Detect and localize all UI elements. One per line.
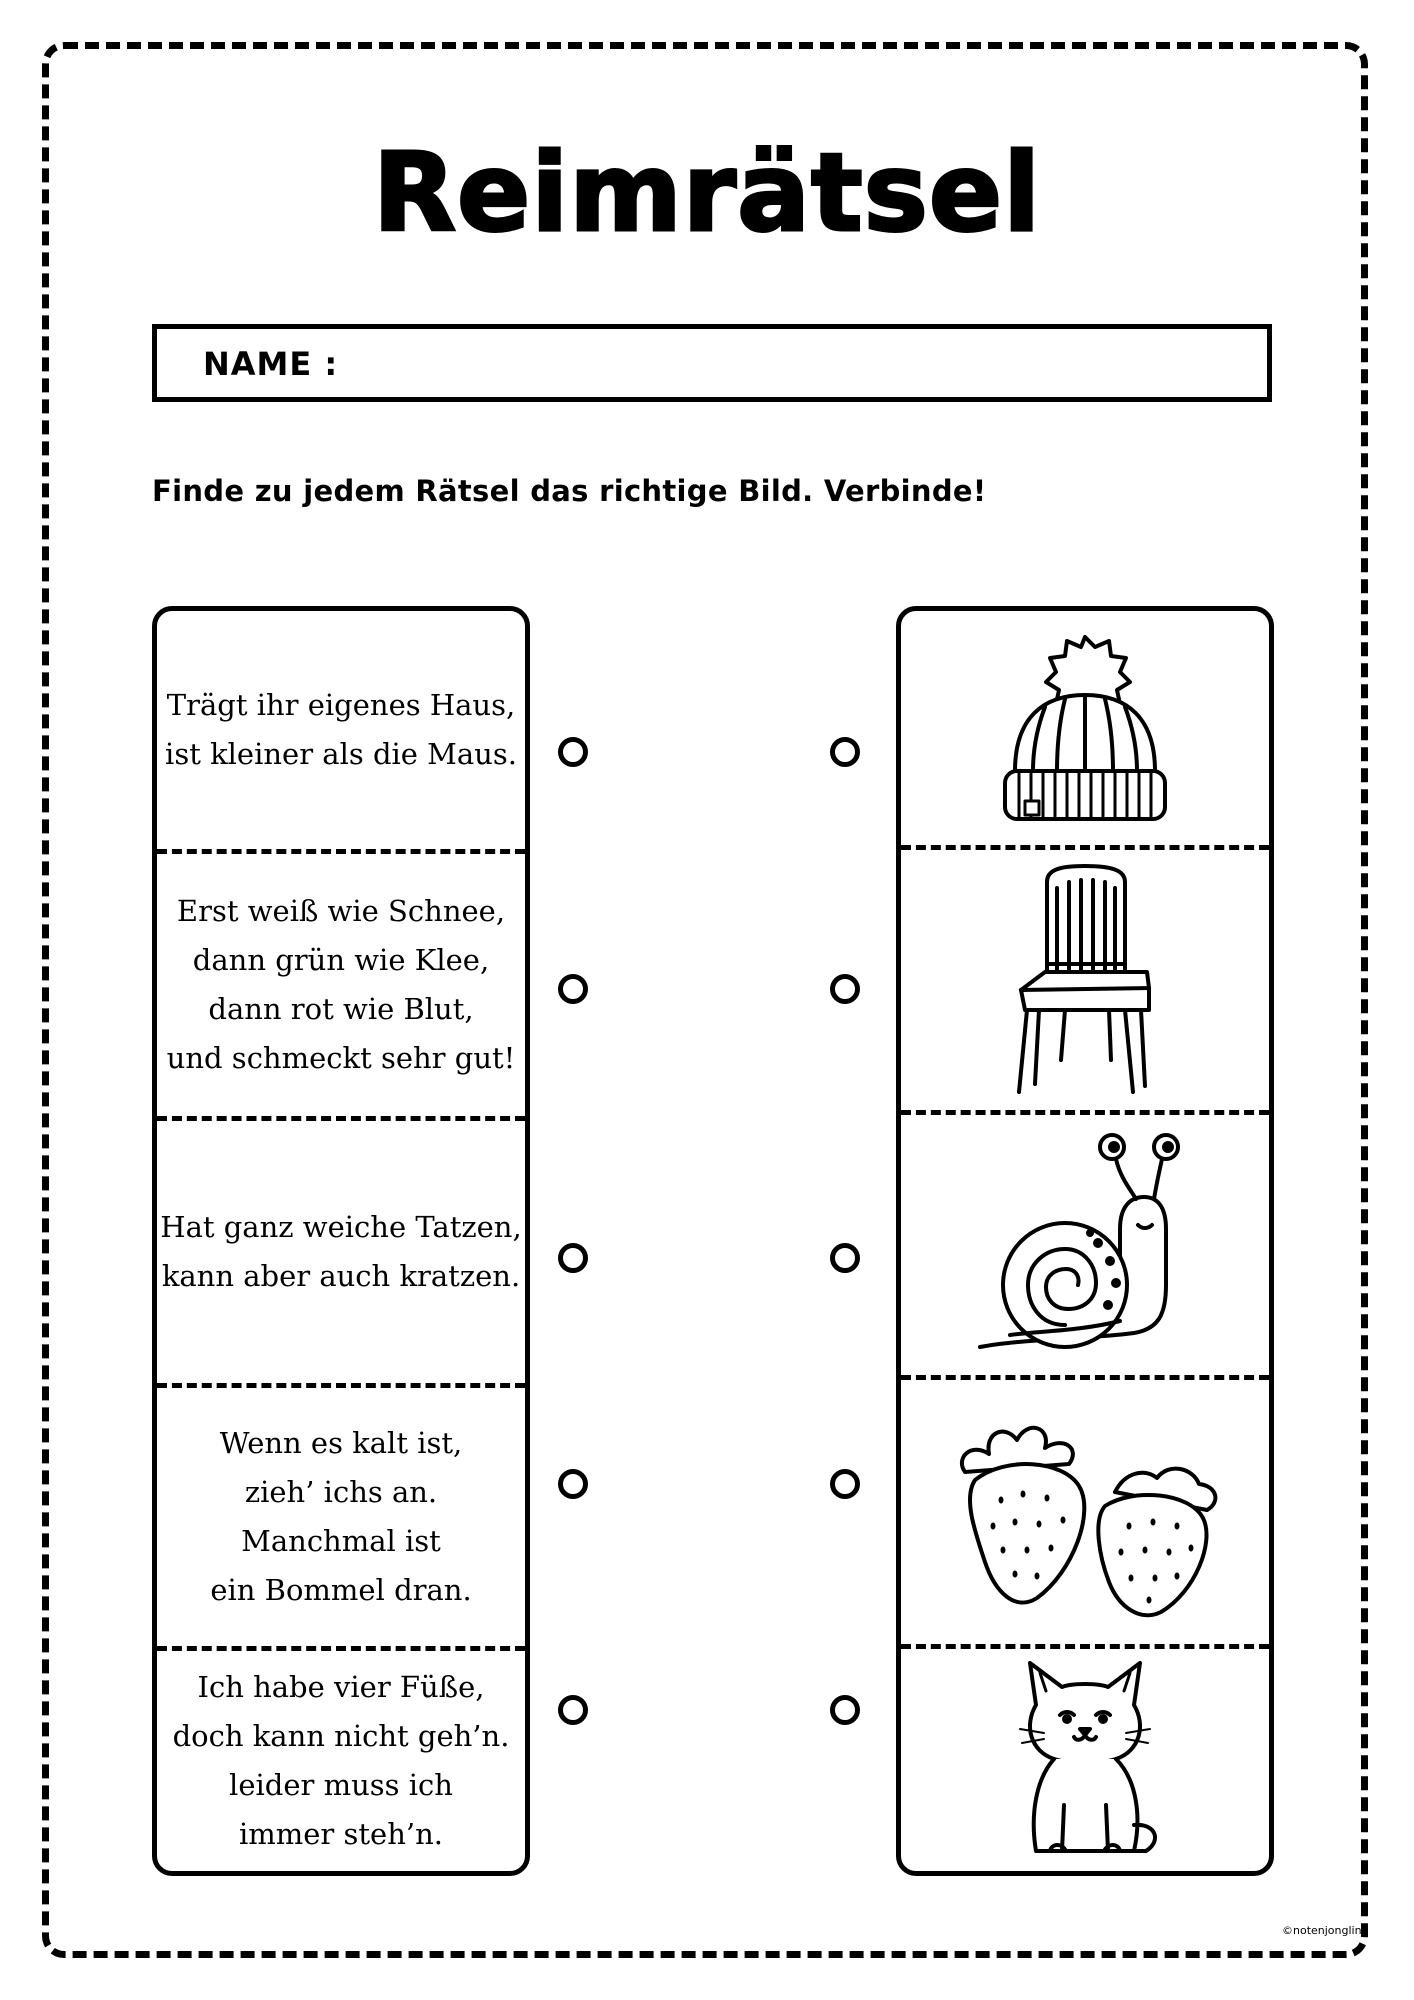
connect-dot-left[interactable] (558, 1695, 588, 1725)
connect-dot-left[interactable] (558, 1243, 588, 1273)
cat-icon (1000, 1655, 1170, 1865)
connect-dot-right[interactable] (830, 1243, 860, 1273)
connect-dot-right[interactable] (830, 974, 860, 1004)
riddle-cell (157, 1121, 525, 1383)
connect-dot-left[interactable] (558, 737, 588, 767)
connect-dot-left[interactable] (558, 974, 588, 1004)
riddle-text: Erst weiß wie Schnee, dann grün wie Klee, dann rot wie Blut, und schmeckt sehr gut! (166, 894, 516, 1075)
page-title: Reimrätsel (372, 131, 1042, 256)
riddle-text: Ich habe vier Füße, doch kann nicht geh’n. leider muss ich immer steh’n. (172, 1670, 510, 1851)
picture-cell (901, 1115, 1269, 1375)
picture-cell (901, 850, 1269, 1110)
riddle-text: Wenn es kalt ist, zieh’ ichs an. Manchmal ist ein Bommel dran. (210, 1426, 472, 1607)
picture-cell (901, 1380, 1269, 1644)
chair-icon (1005, 860, 1165, 1100)
name-field[interactable] (152, 324, 1272, 402)
snail-icon (970, 1125, 1200, 1365)
riddle-cell (157, 1388, 525, 1646)
copyright-text: ©notenjonglina (1282, 1924, 1369, 1937)
name-label: NAME : (203, 345, 339, 383)
riddle-cell (157, 854, 525, 1116)
beanie-hat-icon (985, 623, 1185, 833)
instruction-text: Finde zu jedem Rätsel das richtige Bild. Verbinde! (152, 474, 987, 508)
picture-cell (901, 611, 1269, 845)
strawberries-icon (945, 1402, 1225, 1622)
connect-dot-right[interactable] (830, 1695, 860, 1725)
riddle-column (152, 606, 530, 1876)
connect-dot-left[interactable] (558, 1469, 588, 1499)
riddle-text: Hat ganz weiche Tatzen, kann aber auch kratzen. (160, 1210, 522, 1293)
riddle-text: Trägt ihr eigenes Haus, ist kleiner als die Maus. (165, 688, 517, 771)
riddle-cell (157, 611, 525, 849)
connect-dot-right[interactable] (830, 737, 860, 767)
picture-column (896, 606, 1274, 1876)
riddle-cell (157, 1651, 525, 1871)
picture-cell (901, 1649, 1269, 1871)
connect-dot-right[interactable] (830, 1469, 860, 1499)
